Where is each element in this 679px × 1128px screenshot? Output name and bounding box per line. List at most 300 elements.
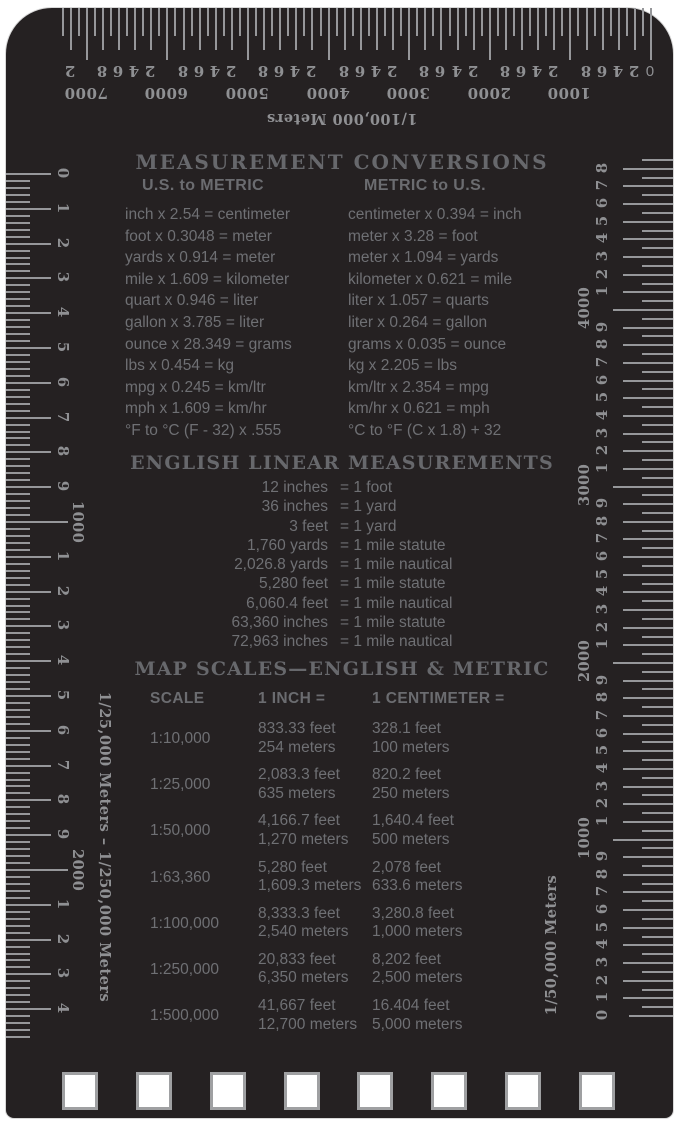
map-scale-row bbox=[150, 903, 570, 949]
ruler-tick bbox=[6, 243, 51, 245]
ruler-tick-minor bbox=[6, 424, 30, 426]
ruler-number: 1 bbox=[593, 639, 611, 650]
map-scale-value: 1:10,000 bbox=[150, 730, 211, 747]
english-row bbox=[72, 536, 452, 555]
ruler-tick bbox=[623, 238, 673, 240]
ruler-tick-minor bbox=[642, 494, 673, 496]
ruler-tick-minor bbox=[6, 883, 30, 885]
ruler-tick-minor bbox=[6, 570, 30, 572]
ruler-tick bbox=[416, 8, 418, 36]
map-scale-row bbox=[150, 764, 570, 810]
ruler-tick bbox=[344, 8, 346, 50]
ruler-tick-minor bbox=[6, 1036, 30, 1038]
ruler-tick-minor bbox=[6, 827, 30, 829]
ruler-tick bbox=[623, 697, 673, 699]
english-row bbox=[72, 478, 452, 497]
conversion-row: kg x 2.205 = lbs bbox=[348, 357, 457, 375]
ruler-number: 6 bbox=[274, 62, 285, 80]
ruler-number: 9 bbox=[54, 480, 72, 492]
ruler-tick-minor bbox=[6, 305, 30, 307]
ruler-tick bbox=[623, 221, 673, 223]
metric-to-us-list bbox=[348, 204, 522, 442]
ruler-number: 0 bbox=[645, 62, 655, 79]
ruler-tick-minor bbox=[642, 794, 673, 796]
ruler-tick-minor bbox=[6, 862, 30, 864]
ruler-tick bbox=[481, 8, 483, 36]
ruler-number: 8 bbox=[419, 62, 430, 80]
ruler-tick-minor bbox=[642, 512, 673, 514]
ruler-tick-minor bbox=[6, 333, 30, 335]
ruler-number: 2 bbox=[54, 237, 72, 248]
ruler-tick bbox=[465, 8, 467, 36]
ruler-tick bbox=[432, 8, 434, 36]
ruler-tick-minor bbox=[6, 855, 30, 857]
ruler-tick-minor bbox=[6, 667, 30, 669]
ruler-number: 7 bbox=[593, 533, 611, 544]
ruler-tick bbox=[623, 980, 673, 982]
ruler-tick-minor bbox=[6, 1001, 30, 1003]
ruler-tick-minor bbox=[6, 257, 30, 259]
ruler-tick bbox=[6, 834, 51, 836]
ruler-number: 2 bbox=[145, 62, 156, 80]
ruler-tick bbox=[78, 8, 80, 36]
ruler-tick bbox=[623, 203, 673, 205]
ruler-tick-minor bbox=[6, 646, 30, 648]
ruler-number: 2 bbox=[593, 797, 611, 809]
ruler-tick-minor bbox=[6, 1022, 30, 1024]
ruler-tick-minor bbox=[6, 632, 30, 634]
binding-hole bbox=[431, 1072, 467, 1110]
ruler-number: 8 bbox=[257, 62, 269, 80]
ruler-tick bbox=[529, 8, 531, 36]
ruler-tick bbox=[623, 750, 673, 752]
ruler-tick-minor bbox=[642, 530, 673, 532]
ruler-tick bbox=[623, 591, 673, 593]
ruler-tick-minor bbox=[6, 298, 30, 300]
ruler-tick-minor bbox=[6, 758, 30, 760]
conversion-row: quart x 0.946 = liter bbox=[125, 292, 259, 310]
ruler-tick bbox=[623, 168, 673, 170]
ruler-tick bbox=[629, 1015, 673, 1017]
measurement-conversions-title: MEASUREMENT CONVERSIONS bbox=[135, 150, 549, 174]
ruler-tick-minor bbox=[6, 820, 30, 822]
map-scale-value: 1:63,360 bbox=[150, 868, 211, 886]
ruler-number: 1000 bbox=[547, 84, 592, 102]
ruler-number: 4 bbox=[593, 409, 611, 421]
ruler-number: 2 bbox=[54, 585, 72, 596]
ruler-number: 4 bbox=[593, 586, 611, 597]
ruler-number: 2000 bbox=[69, 849, 86, 892]
ruler-tick bbox=[623, 644, 673, 646]
english-linear-list bbox=[69, 478, 453, 652]
conversion-row: inch x 2.54 = centimeter bbox=[125, 206, 290, 223]
ruler-number: 8 bbox=[177, 62, 188, 80]
map-cm-feet: 328.1 feet bbox=[372, 720, 441, 737]
conversion-row: meter x 3.28 = foot bbox=[348, 227, 478, 245]
ruler-tick-minor bbox=[6, 1029, 30, 1031]
ruler-number: 7 bbox=[593, 886, 611, 897]
ruler-number: 6 bbox=[354, 62, 366, 80]
ruler-tick-minor bbox=[6, 959, 30, 961]
map-scale-row bbox=[150, 949, 570, 995]
ruler-tick-minor bbox=[642, 388, 673, 390]
ruler-tick-minor bbox=[642, 177, 673, 179]
reference-card bbox=[6, 8, 673, 1118]
ruler-tick bbox=[336, 8, 338, 36]
map-cm-feet: 1,640.4 feet bbox=[372, 812, 454, 830]
ruler-tick bbox=[400, 8, 402, 36]
ruler-tick-minor bbox=[6, 222, 30, 224]
ruler-tick bbox=[489, 8, 491, 60]
ruler-tick bbox=[6, 660, 51, 662]
ruler-tick-minor bbox=[6, 792, 30, 794]
ruler-tick-minor bbox=[6, 549, 30, 551]
ruler-tick bbox=[623, 556, 673, 558]
english-equivalent: = 1 foot bbox=[340, 479, 393, 496]
english-row bbox=[72, 594, 452, 613]
ruler-number: 9 bbox=[593, 674, 611, 685]
ruler-tick-minor bbox=[6, 500, 30, 502]
ruler-tick bbox=[6, 417, 51, 419]
ruler-tick-minor bbox=[6, 1015, 30, 1017]
ruler-tick-minor bbox=[642, 406, 673, 408]
ruler-number: 8 bbox=[593, 515, 611, 527]
ruler-tick bbox=[6, 695, 51, 697]
ruler-tick bbox=[623, 327, 673, 329]
ruler-tick bbox=[623, 574, 673, 576]
binding-hole bbox=[357, 1072, 393, 1110]
ruler-number: 3 bbox=[54, 272, 72, 283]
ruler-tick-minor bbox=[642, 883, 673, 885]
ruler-number: 5 bbox=[593, 215, 611, 226]
map-cm-cell bbox=[372, 859, 462, 896]
ruler-tick-minor bbox=[642, 636, 673, 638]
ruler-tick bbox=[376, 8, 378, 50]
map-inch-cell bbox=[258, 859, 361, 896]
ruler-tick-minor bbox=[6, 716, 30, 718]
ruler-number: 6 bbox=[593, 197, 611, 209]
map-scale-row bbox=[150, 995, 570, 1041]
map-inch-meters: 6,350 meters bbox=[258, 969, 349, 987]
ruler-tick bbox=[424, 8, 426, 50]
map-scale-value: 1:25,000 bbox=[150, 776, 211, 794]
ruler-tick bbox=[623, 786, 673, 788]
conversion-row: foot x 0.3048 = meter bbox=[125, 227, 272, 245]
map-inch-meters: 635 meters bbox=[258, 784, 336, 802]
ruler-tick-minor bbox=[6, 270, 30, 272]
ruler-tick-minor bbox=[642, 653, 673, 655]
ruler-tick bbox=[623, 768, 673, 770]
ruler-tick-minor bbox=[6, 932, 30, 934]
english-equivalent: = 1 yard bbox=[340, 498, 397, 516]
binding-hole bbox=[284, 1072, 320, 1110]
ruler-number: 4 bbox=[54, 654, 72, 666]
ruler-number: 3000 bbox=[386, 84, 431, 102]
ruler-tick bbox=[158, 8, 160, 36]
english-quantity: 6,060.4 feet bbox=[246, 594, 328, 612]
ruler-tick bbox=[623, 433, 673, 435]
ruler-number: 6 bbox=[593, 374, 611, 385]
ruler-tick-minor bbox=[642, 900, 673, 902]
ruler-number: 8 bbox=[593, 339, 611, 350]
map-inch-feet: 833.33 feet bbox=[258, 720, 336, 737]
conversion-row: °C to °F (C x 1.8) + 32 bbox=[348, 421, 502, 439]
ruler-number: 4 bbox=[593, 233, 611, 244]
ruler-tick bbox=[623, 256, 673, 258]
ruler-number: 2 bbox=[54, 933, 72, 944]
map-cm-feet: 8,202 feet bbox=[372, 950, 441, 968]
ruler-tick bbox=[521, 8, 523, 50]
ruler-tick-minor bbox=[6, 375, 30, 377]
ruler-number: 7 bbox=[593, 180, 611, 191]
ruler-tick bbox=[320, 8, 322, 36]
ruler-tick-minor bbox=[6, 201, 30, 203]
conversion-row: °F to °C (F - 32) x .555 bbox=[125, 421, 282, 439]
conversion-row: mpg x 0.245 = km/ltr bbox=[125, 378, 266, 396]
ruler-tick bbox=[642, 8, 644, 36]
ruler-number: 3 bbox=[593, 956, 611, 968]
english-equivalent: = 1 mile nautical bbox=[340, 633, 453, 651]
ruler-number: 1000 bbox=[576, 816, 593, 859]
ruler-tick bbox=[6, 625, 51, 627]
ruler-number: 3 bbox=[54, 968, 72, 979]
ruler-tick bbox=[449, 8, 451, 36]
ruler-number: 2 bbox=[593, 974, 611, 985]
english-equivalent: = 1 yard bbox=[340, 517, 397, 535]
ruler-tick-minor bbox=[642, 688, 673, 690]
english-quantity: 63,360 inches bbox=[231, 614, 328, 632]
ruler-tick bbox=[440, 8, 442, 50]
ruler-tick-minor bbox=[6, 284, 30, 286]
map-cm-feet: 820.2 feet bbox=[372, 766, 441, 784]
map-cm-cell bbox=[372, 720, 450, 757]
ruler-tick-minor bbox=[642, 583, 673, 585]
conversion-row: ounce x 28.349 = grams bbox=[125, 335, 292, 353]
map-cm-meters: 250 meters bbox=[372, 784, 450, 802]
ruler-tick-minor bbox=[6, 925, 30, 927]
ruler-tick-minor bbox=[6, 848, 30, 850]
english-equivalent: = 1 mile statute bbox=[340, 575, 446, 593]
ruler-tick-minor bbox=[6, 702, 30, 704]
ruler-tick-minor bbox=[6, 953, 30, 955]
ruler-tick bbox=[623, 962, 673, 964]
ruler-number: 9 bbox=[593, 497, 611, 509]
ruler-tick-minor bbox=[642, 283, 673, 285]
ruler-tick bbox=[199, 8, 201, 50]
ruler-tick-minor bbox=[6, 535, 30, 537]
ruler-tick bbox=[537, 8, 539, 50]
ruler-tick-minor bbox=[6, 966, 30, 968]
ruler-number: 2 bbox=[306, 62, 317, 80]
ruler-tick bbox=[279, 8, 281, 50]
ruler-number: 4 bbox=[593, 762, 611, 774]
ruler-number: 5 bbox=[54, 341, 72, 353]
map-inch-cell bbox=[258, 951, 348, 988]
ruler-number: 5 bbox=[54, 689, 72, 701]
ruler-tick bbox=[513, 8, 515, 36]
map-inch-cell bbox=[258, 905, 348, 942]
ruler-tick-minor bbox=[642, 971, 673, 973]
map-scale-row bbox=[150, 810, 570, 856]
conversion-row: liter x 1.057 = quarts bbox=[348, 292, 489, 310]
ruler-tick-minor bbox=[642, 812, 673, 814]
ruler-tick bbox=[602, 8, 604, 50]
ruler-number: 4000 bbox=[305, 84, 350, 102]
ruler-tick bbox=[118, 8, 120, 50]
english-quantity: 12 inches bbox=[261, 479, 328, 496]
english-quantity: 1,760 yards bbox=[247, 536, 328, 554]
ruler-tick-minor bbox=[6, 410, 30, 412]
ruler-tick bbox=[594, 8, 596, 36]
metric-to-us-heading: METRIC to U.S. bbox=[363, 177, 487, 194]
ruler-tick bbox=[6, 869, 68, 871]
english-quantity: 36 inches bbox=[261, 498, 328, 516]
ruler-tick-minor bbox=[642, 618, 673, 620]
ruler-number: 8 bbox=[338, 62, 349, 80]
ruler-tick bbox=[623, 185, 673, 187]
ruler-tick bbox=[623, 627, 673, 629]
ruler-number: 8 bbox=[580, 62, 591, 80]
ruler-tick bbox=[384, 8, 386, 36]
ruler-number: 8 bbox=[54, 446, 72, 457]
ruler-tick-minor bbox=[642, 547, 673, 549]
ruler-number: 7 bbox=[593, 709, 611, 721]
ruler-tick bbox=[473, 8, 475, 50]
ruler-number: 4000 bbox=[576, 286, 593, 329]
ruler-tick-minor bbox=[6, 772, 30, 774]
ruler-tick bbox=[623, 609, 673, 611]
ruler-tick bbox=[303, 8, 305, 36]
ruler-number: 4 bbox=[531, 62, 543, 80]
ruler-tick-minor bbox=[642, 353, 673, 355]
ruler-tick-minor bbox=[6, 841, 30, 843]
ruler-tick bbox=[6, 382, 51, 384]
ruler-number: 2 bbox=[593, 268, 611, 279]
ruler-number: 1 bbox=[54, 898, 72, 910]
ruler-number: 5 bbox=[593, 745, 611, 756]
binding-hole bbox=[210, 1072, 246, 1110]
ruler-tick-minor bbox=[6, 584, 30, 586]
ruler-tick-minor bbox=[6, 493, 30, 495]
ruler-tick-minor bbox=[642, 441, 673, 443]
ruler-tick-minor bbox=[6, 639, 30, 641]
ruler-tick bbox=[247, 8, 249, 60]
ruler-number: 6 bbox=[54, 376, 72, 388]
map-inch-cell bbox=[258, 766, 340, 803]
ruler-tick bbox=[623, 733, 673, 735]
conversion-row: grams x 0.035 = ounce bbox=[348, 335, 507, 353]
ruler-tick-minor bbox=[642, 477, 673, 479]
ruler-tick bbox=[618, 8, 620, 50]
ruler-number: 4 bbox=[209, 62, 220, 80]
ruler-tick-minor bbox=[6, 528, 30, 530]
ruler-tick bbox=[623, 715, 673, 717]
ruler-number: 3 bbox=[593, 250, 611, 262]
ruler-number: 6 bbox=[593, 550, 611, 562]
ruler-tick-minor bbox=[6, 737, 30, 739]
ruler-number: 6 bbox=[596, 62, 607, 80]
map-cm-feet: 3,280.8 feet bbox=[372, 904, 454, 922]
ruler-number: 3 bbox=[593, 603, 611, 615]
map-cm-meters: 100 meters bbox=[372, 738, 450, 756]
english-quantity: 3 feet bbox=[289, 517, 328, 535]
english-quantity: 72,963 inches bbox=[231, 633, 328, 651]
ruler-tick bbox=[613, 662, 673, 664]
ruler-tick bbox=[392, 8, 394, 50]
map-column-header-scale: SCALE bbox=[150, 690, 205, 707]
ruler-tick bbox=[255, 8, 257, 36]
english-equivalent: = 1 mile nautical bbox=[340, 556, 453, 574]
map-column-header-inch: 1 INCH = bbox=[258, 690, 326, 707]
ruler-tick bbox=[6, 765, 51, 767]
ruler-number: 9 bbox=[54, 828, 72, 840]
ruler-tick bbox=[6, 556, 51, 558]
ruler-tick bbox=[295, 8, 297, 50]
ruler-number: 6 bbox=[593, 903, 611, 915]
ruler-tick-minor bbox=[6, 215, 30, 217]
ruler-tick-minor bbox=[6, 577, 30, 579]
ruler-tick-minor bbox=[642, 335, 673, 337]
ruler-tick-minor bbox=[6, 598, 30, 600]
ruler-tick-minor bbox=[6, 361, 30, 363]
ruler-tick bbox=[6, 939, 51, 941]
map-inch-feet: 8,333.3 feet bbox=[258, 904, 340, 922]
ruler-tick bbox=[239, 8, 241, 36]
conversion-row: kilometer x 0.621 = mile bbox=[348, 270, 513, 288]
ruler-tick bbox=[505, 8, 507, 50]
ruler-number: 6 bbox=[54, 724, 72, 736]
ruler-number: 2 bbox=[225, 62, 237, 80]
ruler-number: 1 bbox=[593, 286, 611, 297]
ruler-tick bbox=[6, 486, 51, 488]
map-cm-feet: 2,078 feet bbox=[372, 858, 441, 876]
ruler-tick bbox=[623, 538, 673, 540]
ruler-tick-minor bbox=[642, 847, 673, 849]
ruler-tick bbox=[561, 8, 563, 36]
conversion-row: meter x 1.094 = yards bbox=[348, 249, 499, 267]
map-scales-table bbox=[150, 718, 570, 1041]
ruler-number: 0 bbox=[54, 167, 72, 179]
ruler-tick-minor bbox=[642, 600, 673, 602]
map-scale-value: 1:500,000 bbox=[150, 1007, 219, 1025]
map-inch-meters: 12,700 meters bbox=[258, 1015, 358, 1033]
ruler-number: 3 bbox=[54, 620, 72, 631]
english-row bbox=[72, 517, 452, 536]
ruler-tick-minor bbox=[6, 187, 30, 189]
ruler-tick-minor bbox=[6, 890, 30, 892]
map-cm-meters: 633.6 meters bbox=[372, 877, 463, 895]
ruler-tick-minor bbox=[642, 318, 673, 320]
ruler-tick-minor bbox=[6, 368, 30, 370]
ruler-tick-minor bbox=[642, 424, 673, 426]
map-inch-cell bbox=[258, 812, 348, 849]
ruler-number: 5 bbox=[593, 568, 611, 579]
ruler-tick-minor bbox=[642, 865, 673, 867]
ruler-tick bbox=[70, 8, 72, 50]
ruler-tick bbox=[6, 277, 51, 279]
map-inch-meters: 1,609.3 meters bbox=[258, 877, 362, 895]
ruler-tick bbox=[623, 944, 673, 946]
map-cm-meters: 2,500 meters bbox=[372, 969, 463, 987]
ruler-tick bbox=[497, 8, 499, 36]
ruler-tick-minor bbox=[6, 723, 30, 725]
map-inch-feet: 4,166.7 feet bbox=[258, 812, 340, 830]
ruler-tick bbox=[183, 8, 185, 50]
ruler-tick bbox=[150, 8, 152, 50]
conversion-row: km/ltr x 2.354 = mpg bbox=[348, 378, 489, 396]
map-scale-row bbox=[150, 857, 570, 903]
ruler-tick-minor bbox=[6, 681, 30, 683]
